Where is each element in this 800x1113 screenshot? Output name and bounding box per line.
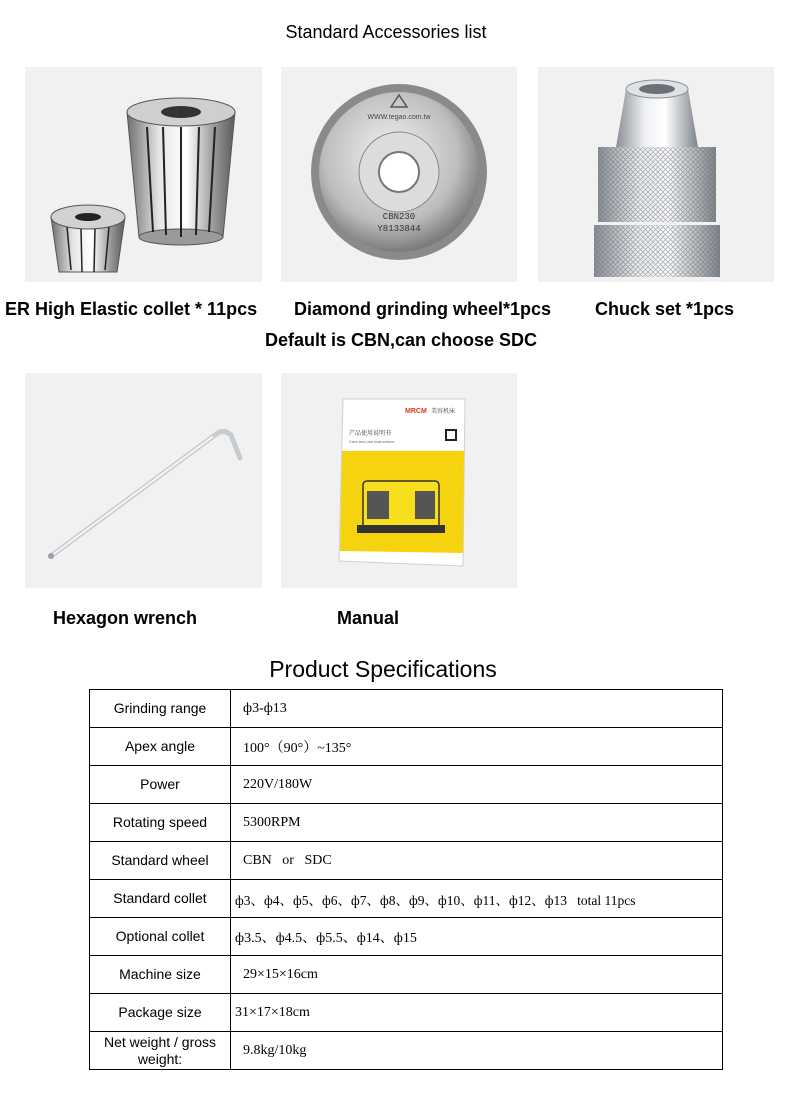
spec-value: 9.8kg/10kg <box>231 1032 723 1070</box>
table-row <box>90 690 723 728</box>
grinding-wheel-photo <box>281 67 517 282</box>
spec-label: Optional collet <box>90 918 231 956</box>
caption-manual: Manual <box>337 608 400 628</box>
caption-hexagon-wrench: Hexagon wrench <box>53 608 198 628</box>
table-row <box>90 918 723 956</box>
hexagon-wrench-photo <box>25 373 262 588</box>
manual-brand-cn: 美容机床 <box>431 408 456 415</box>
specifications-table <box>89 689 723 1070</box>
table-row <box>90 728 723 766</box>
manual-title-cn: 产品使用说明书 <box>349 430 392 437</box>
spec-label: Apex angle <box>90 728 231 766</box>
spec-value: 29×15×16cm <box>231 956 723 994</box>
spec-value: ф3.5、ф4.5、ф5.5、ф14、ф15 <box>231 918 723 956</box>
caption-collet: ER High Elastic collet * 11pcs <box>5 299 258 319</box>
collet-photo <box>25 67 262 282</box>
spec-label: Rotating speed <box>90 804 231 842</box>
caption-chuck-set: Chuck set *1pcs <box>595 299 735 319</box>
specifications-heading: Product Specifications <box>269 656 497 682</box>
manual-subtitle: Care and use instructions <box>349 439 395 444</box>
spec-label: Net weight / gross weight: <box>90 1032 231 1070</box>
wheel-label-1: CBN230 <box>382 212 416 222</box>
default-wheel-note: Default is CBN,can choose SDC <box>265 330 538 350</box>
spec-value: 31×17×18cm <box>231 994 723 1032</box>
table-row <box>90 842 723 880</box>
table-row <box>90 880 723 918</box>
spec-label: Standard collet <box>90 880 231 918</box>
spec-value: 5300RPM <box>231 804 723 842</box>
spec-value: ф3、ф4、ф5、ф6、ф7、ф8、ф9、ф10、ф11、ф12、ф13 total 11pcs <box>231 880 723 918</box>
table-row <box>90 1032 723 1070</box>
spec-value: 100°（90°）~135° <box>231 728 723 766</box>
table-row <box>90 956 723 994</box>
spec-label: Standard wheel <box>90 842 231 880</box>
spec-label: Package size <box>90 994 231 1032</box>
table-row <box>90 804 723 842</box>
manual-photo <box>281 373 517 588</box>
caption-grinding-wheel: Diamond grinding wheel*1pcs <box>294 299 552 319</box>
spec-label: Machine size <box>90 956 231 994</box>
manual-brand: MRCM <box>405 408 427 415</box>
accessories-heading: Standard Accessories list <box>285 22 487 42</box>
spec-label: Power <box>90 766 231 804</box>
spec-value: ф3-ф13 <box>231 690 723 728</box>
wheel-label-2: Y8133844 <box>377 224 421 234</box>
wheel-url-text: WWW.tegao.com.tw <box>367 114 431 121</box>
table-row <box>90 766 723 804</box>
spec-label: Grinding range <box>90 690 231 728</box>
spec-value: 220V/180W <box>231 766 723 804</box>
table-row <box>90 994 723 1032</box>
spec-value: CBN or SDC <box>231 842 723 880</box>
chuck-set-photo <box>538 67 774 282</box>
